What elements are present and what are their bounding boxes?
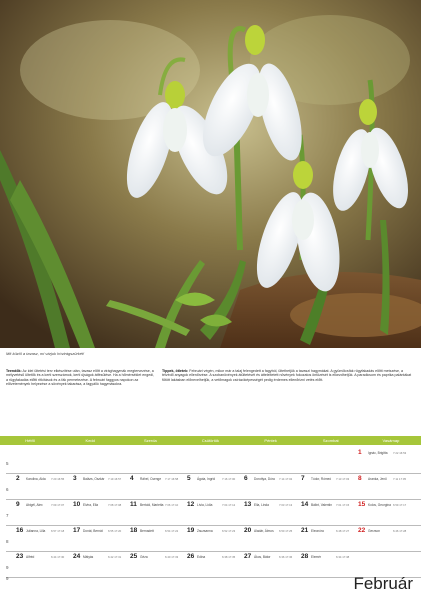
day-cell: [301, 553, 358, 563]
sun-times: 6:52 17:23: [222, 529, 236, 533]
sun-times: 6:44 17:30: [51, 555, 65, 559]
weekday-label: Kedd: [85, 438, 95, 443]
day-number: 27: [244, 553, 252, 560]
sun-times: 6:59 17:17: [393, 503, 407, 507]
day-cell: [130, 553, 187, 563]
name-day: Zsuzsanna: [197, 529, 213, 533]
week-row: [6, 447, 421, 474]
name-day: Karolina, Aida: [26, 477, 46, 481]
day-number: 23: [16, 553, 24, 560]
name-day: Mátyás: [83, 555, 94, 559]
day-cell: [358, 449, 415, 459]
day-number: 6: [244, 475, 248, 482]
day-number: 1: [358, 449, 362, 456]
name-day: Bálint, Valentin: [311, 503, 333, 507]
week-number: 9: [6, 576, 9, 581]
week-number: 8: [6, 539, 9, 544]
name-day: Ágota, Ingrid: [197, 477, 216, 481]
day-number: 15: [358, 501, 366, 508]
sun-times: 7:22 16:53: [393, 451, 407, 455]
name-day: Eleonóra: [311, 529, 324, 533]
day-number: 25: [130, 553, 138, 560]
day-cell: [73, 501, 130, 511]
day-number: 5: [187, 475, 191, 482]
day-cell: [358, 475, 415, 485]
sun-times: 6:42 17:31: [108, 555, 122, 559]
sun-times: 7:19 16:57: [108, 477, 122, 481]
name-day: Tódor, Rómeó: [311, 477, 332, 481]
week-row: [6, 473, 421, 500]
sun-times: 7:14 17:02: [279, 477, 293, 481]
weekday-label: Péntek: [264, 438, 277, 443]
name-day: Elemér: [311, 555, 322, 559]
day-cell: [16, 553, 73, 563]
sun-times: 7:03 17:13: [279, 503, 293, 507]
sun-times: 6:40 17:33: [165, 555, 179, 559]
sun-times: 6:50 17:25: [279, 529, 293, 533]
sun-times: 7:09 17:07: [51, 503, 65, 507]
day-number: 14: [301, 501, 309, 508]
name-day: Ella, Linda: [254, 503, 269, 507]
tasks-title: Teendők:: [6, 369, 22, 373]
day-number: 21: [301, 527, 309, 534]
sun-times: 6:54 17:22: [165, 529, 179, 533]
sun-times: 7:06 17:10: [165, 503, 179, 507]
weekday-label: Hétfő: [25, 438, 35, 443]
sun-times: 7:16 17:00: [222, 477, 236, 481]
name-day: Alfréd: [26, 555, 35, 559]
tasks-text: [6, 369, 156, 387]
day-cell: [130, 501, 187, 511]
day-cell: [187, 475, 244, 485]
sun-times: 6:46 17:28: [393, 529, 407, 533]
name-day: Ignác, Brigitta: [368, 451, 388, 455]
sun-times: 6:38 17:35: [222, 555, 236, 559]
sun-times: 6:55 17:20: [108, 529, 122, 533]
day-cell: [244, 475, 301, 485]
sun-times: 7:17 16:58: [165, 477, 179, 481]
tips-text: [162, 369, 415, 382]
name-day: Ráhel, Csenge: [140, 477, 162, 481]
weekday-label: Szerda: [144, 438, 157, 443]
name-day: Dorottya, Dóra: [254, 477, 275, 481]
name-day: Balázs, Oszkár: [83, 477, 105, 481]
name-day: Géza: [140, 555, 148, 559]
day-cell: [244, 501, 301, 511]
day-number: 20: [244, 527, 252, 534]
name-day: Bernadett: [140, 529, 154, 533]
day-number: 9: [16, 501, 20, 508]
sun-times: 7:20 16:55: [51, 477, 65, 481]
photo-caption: Mit küzöl a tavasz, mi várjuk hóvirágszürkét!: [6, 351, 85, 356]
day-number: 19: [187, 527, 195, 534]
day-number: 7: [301, 475, 305, 482]
day-cell: [187, 501, 244, 511]
month-title: Február: [353, 574, 413, 593]
day-cell: [130, 475, 187, 485]
day-number: 12: [187, 501, 195, 508]
name-day: Aranka, Jenő: [368, 477, 387, 481]
sun-times: 7:04 17:12: [222, 503, 236, 507]
day-cell: [16, 501, 73, 511]
name-day: Abigél, Alex: [26, 503, 43, 507]
day-number: 10: [73, 501, 81, 508]
week-number: 6: [6, 487, 9, 492]
week-number: 5: [6, 461, 9, 466]
day-cell: [358, 501, 415, 511]
name-day: Aladár, Álmos: [254, 529, 274, 533]
tips-title: Tippek, ötletek:: [162, 369, 189, 373]
day-number: 26: [187, 553, 195, 560]
name-day: Edina: [197, 555, 206, 559]
day-cell: [73, 475, 130, 485]
day-number: 8: [358, 475, 362, 482]
week-row: [6, 525, 421, 552]
day-number: 22: [358, 527, 366, 534]
day-number: 4: [130, 475, 134, 482]
tips-body: Februári végén, mikor már a talaj felengedett a fagyból, ültethetjük a tavaszi hagymákat. A gyümölcsfák rügyfakadás előtti metszése, a télvédő anyagok ellenőrzése. A szobanövények átültetését és átteleltetett növények fokozatos öntözését is elkezdhetjük. A paradicsom és paprika palántákat fűtött lakásban előnevelhetjük, a vetőmagok csírázóképességét pedig érdemes ellenőrizni vetés előtt.: [162, 369, 412, 382]
weekday-label: Szombat: [322, 438, 339, 443]
sun-times: 7:01 17:15: [336, 503, 350, 507]
day-number: 3: [73, 475, 77, 482]
name-day: Elvira, Ella: [83, 503, 99, 507]
day-number: 2: [16, 475, 20, 482]
day-cell: [301, 527, 358, 537]
sun-times: 7:08 17:08: [108, 503, 122, 507]
day-cell: [73, 553, 130, 563]
sun-times: 7:11 17:05: [393, 477, 407, 481]
day-number: 13: [244, 501, 252, 508]
day-cell: [244, 553, 301, 563]
sun-times: 6:48 17:27: [336, 529, 350, 533]
name-day: Bertold, Marietta: [140, 503, 164, 507]
weekday-header: [0, 436, 421, 445]
weekday-label: Vasárnap: [382, 438, 400, 443]
day-cell: [16, 527, 73, 537]
name-day: Ákos, Bátor: [254, 555, 271, 559]
week-row: [6, 499, 421, 526]
day-number: 16: [16, 527, 24, 534]
name-day: Lívia, Lídia: [197, 503, 213, 507]
sun-times: 6:36 17:36: [279, 555, 293, 559]
day-cell: [358, 527, 415, 537]
day-number: 11: [130, 501, 137, 508]
sun-times: 7:13 17:03: [336, 477, 350, 481]
weekday-label: Csütörtök: [201, 438, 220, 443]
tasks-body: Az idei ültetési terv elkészítése után, tavasz előtt a virághagymák megtervezése, a mélyvetésű ültetők és a kerti szerszámok, kerti újságok átfésülése. Ha a hőmérséklet engedi, a rügyfakadás előtti ritkítások és a fák permetezése. A februári faggyos napokon az elővetemények helyezése a sövények takarása, a fagyálló hagymásokra.: [6, 369, 155, 387]
sun-times: 6:57 17:18: [51, 529, 65, 533]
sun-times: 6:34 17:38: [336, 555, 350, 559]
name-day: Kolos, Georgina: [368, 503, 391, 507]
day-cell: [16, 475, 73, 485]
day-number: 18: [130, 527, 138, 534]
day-cell: [130, 527, 187, 537]
day-cell: [187, 553, 244, 563]
day-cell: [73, 527, 130, 537]
day-cell: [187, 527, 244, 537]
day-cell: [244, 527, 301, 537]
week-number: 9: [6, 565, 9, 570]
week-number: 7: [6, 513, 9, 518]
name-day: Julianna, Lilla: [26, 529, 46, 533]
day-cell: [301, 475, 358, 485]
day-number: 24: [73, 553, 81, 560]
name-day: Gerzson: [368, 529, 381, 533]
name-day: Donát, Bernát: [83, 529, 103, 533]
day-number: 28: [301, 553, 309, 560]
day-cell: [301, 501, 358, 511]
day-number: 17: [73, 527, 81, 534]
